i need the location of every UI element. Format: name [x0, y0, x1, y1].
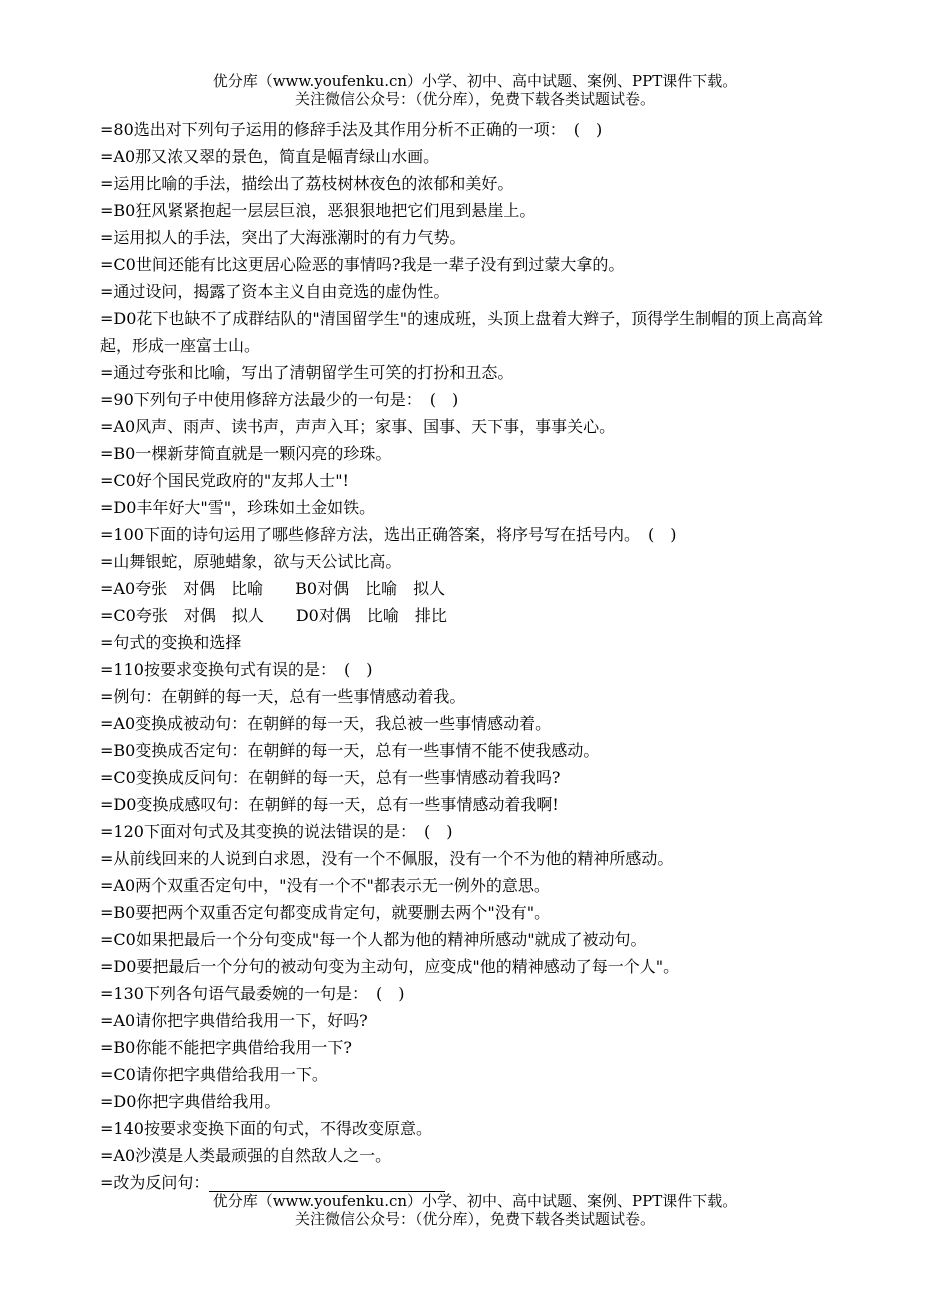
- question-10-stem: =100下面的诗句运用了哪些修辞方法，选出正确答案，将序号写在括号内。 ( ): [100, 525, 677, 544]
- question-9-option-c: =C0好个国民党政府的"友邦人士"!: [100, 471, 349, 490]
- answer-prompt: =改为反问句：: [100, 1173, 210, 1192]
- question-12-option-d: =D0要把最后一个分句的被动句变为主动句，应变成"他的精神感动了每一个人"。: [100, 957, 680, 976]
- question-12-option-c: =C0如果把最后一个分句变成"每一个人都为他的精神所感动"就成了被动句。: [100, 930, 647, 949]
- section-heading: =句式的变换和选择: [100, 633, 242, 652]
- question-11-option-c: =C0变换成反问句：在朝鲜的每一天，总有一些事情感动着我吗?: [100, 768, 561, 787]
- question-13-option-a: =A0请你把字典借给我用一下，好吗?: [100, 1011, 368, 1030]
- question-10-options-ab: =A0夸张 对偶 比喻 B0对偶 比喻 拟人: [100, 579, 446, 598]
- question-8-option-c: =C0世间还能有比这更居心险恶的事情吗?我是一辈子没有到过蒙大拿的。: [100, 255, 625, 274]
- page-header: [0, 72, 950, 108]
- question-10-poem: =山舞银蛇，原驰蜡象，欲与天公试比高。: [100, 552, 402, 571]
- question-10-options-cd: =C0夸张 对偶 拟人 D0对偶 比喻 排比: [100, 606, 447, 625]
- question-12-stem: =120下面对句式及其变换的说法错误的是： ( ): [100, 822, 453, 841]
- question-8-option-b: =B0狂风紧紧抱起一层层巨浪，恶狠狠地把它们甩到悬崖上。: [100, 201, 536, 220]
- footer-line-1: 优分库（www.youfenku.cn）小学、初中、高中试题、案例、PPT课件下载。: [212, 1192, 738, 1210]
- question-8-stem: =80选出对下列句子运用的修辞手法及其作用分析不正确的一项： ( ): [100, 120, 603, 139]
- document-body: [100, 116, 848, 1196]
- question-14-stem: =140按要求变换下面的句式，不得改变原意。: [100, 1119, 432, 1138]
- footer-line-2: 关注微信公众号：（优分库），免费下载各类试题试卷。: [294, 1210, 655, 1228]
- header-line-2: 关注微信公众号：（优分库），免费下载各类试题试卷。: [294, 90, 655, 108]
- question-9-stem: =90下列句子中使用修辞方法最少的一句是： ( ): [100, 390, 459, 409]
- question-8-option-b-analysis: =运用拟人的手法，突出了大海涨潮时的有力气势。: [100, 228, 466, 247]
- question-13-stem: =130下列各句语气最委婉的一句是： ( ): [100, 984, 405, 1003]
- question-9-option-d: =D0丰年好大"雪"，珍珠如土金如铁。: [100, 498, 376, 517]
- header-line-1: 优分库（www.youfenku.cn）小学、初中、高中试题、案例、PPT课件下载。: [212, 72, 738, 90]
- page-footer: [0, 1192, 950, 1228]
- question-11-option-a: =A0变换成被动句：在朝鲜的每一天，我总被一些事情感动着。: [100, 714, 552, 733]
- question-8-option-a: =A0那又浓又翠的景色，简直是幅青绿山水画。: [100, 147, 440, 166]
- question-11-option-b: =B0变换成否定句：在朝鲜的每一天，总有一些事情不能不使我感动。: [100, 741, 600, 760]
- question-11-stem: =110按要求变换句式有误的是： ( ): [100, 660, 373, 679]
- question-13-option-d: =D0你把字典借给我用。: [100, 1092, 281, 1111]
- question-9-option-a: =A0风声、雨声、读书声，声声入耳；家事、国事、天下事，事事关心。: [100, 417, 616, 436]
- question-12-option-b: =B0要把两个双重否定句都变成肯定句，就要删去两个"没有"。: [100, 903, 551, 922]
- question-12-option-a: =A0两个双重否定句中，"没有一个不"都表示无一例外的意思。: [100, 876, 550, 895]
- question-9-option-b: =B0一棵新芽简直就是一颗闪亮的珍珠。: [100, 444, 392, 463]
- question-8-option-a-analysis: =运用比喻的手法，描绘出了荔枝树林夜色的浓郁和美好。: [100, 174, 514, 193]
- question-8-option-d-analysis: =通过夸张和比喻，写出了清朝留学生可笑的打扮和丑态。: [100, 363, 514, 382]
- question-11-option-d: =D0变换成感叹句：在朝鲜的每一天，总有一些事情感动着我啊!: [100, 795, 559, 814]
- question-13-option-b: =B0你能不能把字典借给我用一下?: [100, 1038, 352, 1057]
- question-8-option-d: =D0花下也缺不了成群结队的"清国留学生"的速成班，头顶上盘着大辫子，顶得学生制帽的顶上高高耸起，形成一座富士山。: [100, 309, 824, 355]
- question-8-option-c-analysis: =通过设问，揭露了资本主义自由竞选的虚伪性。: [100, 282, 450, 301]
- question-11-example: =例句：在朝鲜的每一天，总有一些事情感动着我。: [100, 687, 466, 706]
- question-13-option-c: =C0请你把字典借给我用一下。: [100, 1065, 328, 1084]
- question-12-passage: =从前线回来的人说到白求恩，没有一个不佩服，没有一个不为他的精神所感动。: [100, 849, 674, 868]
- question-14-sentence-a: =A0沙漠是人类最顽强的自然敌人之一。: [100, 1146, 392, 1165]
- answer-blank[interactable]: [209, 1173, 445, 1192]
